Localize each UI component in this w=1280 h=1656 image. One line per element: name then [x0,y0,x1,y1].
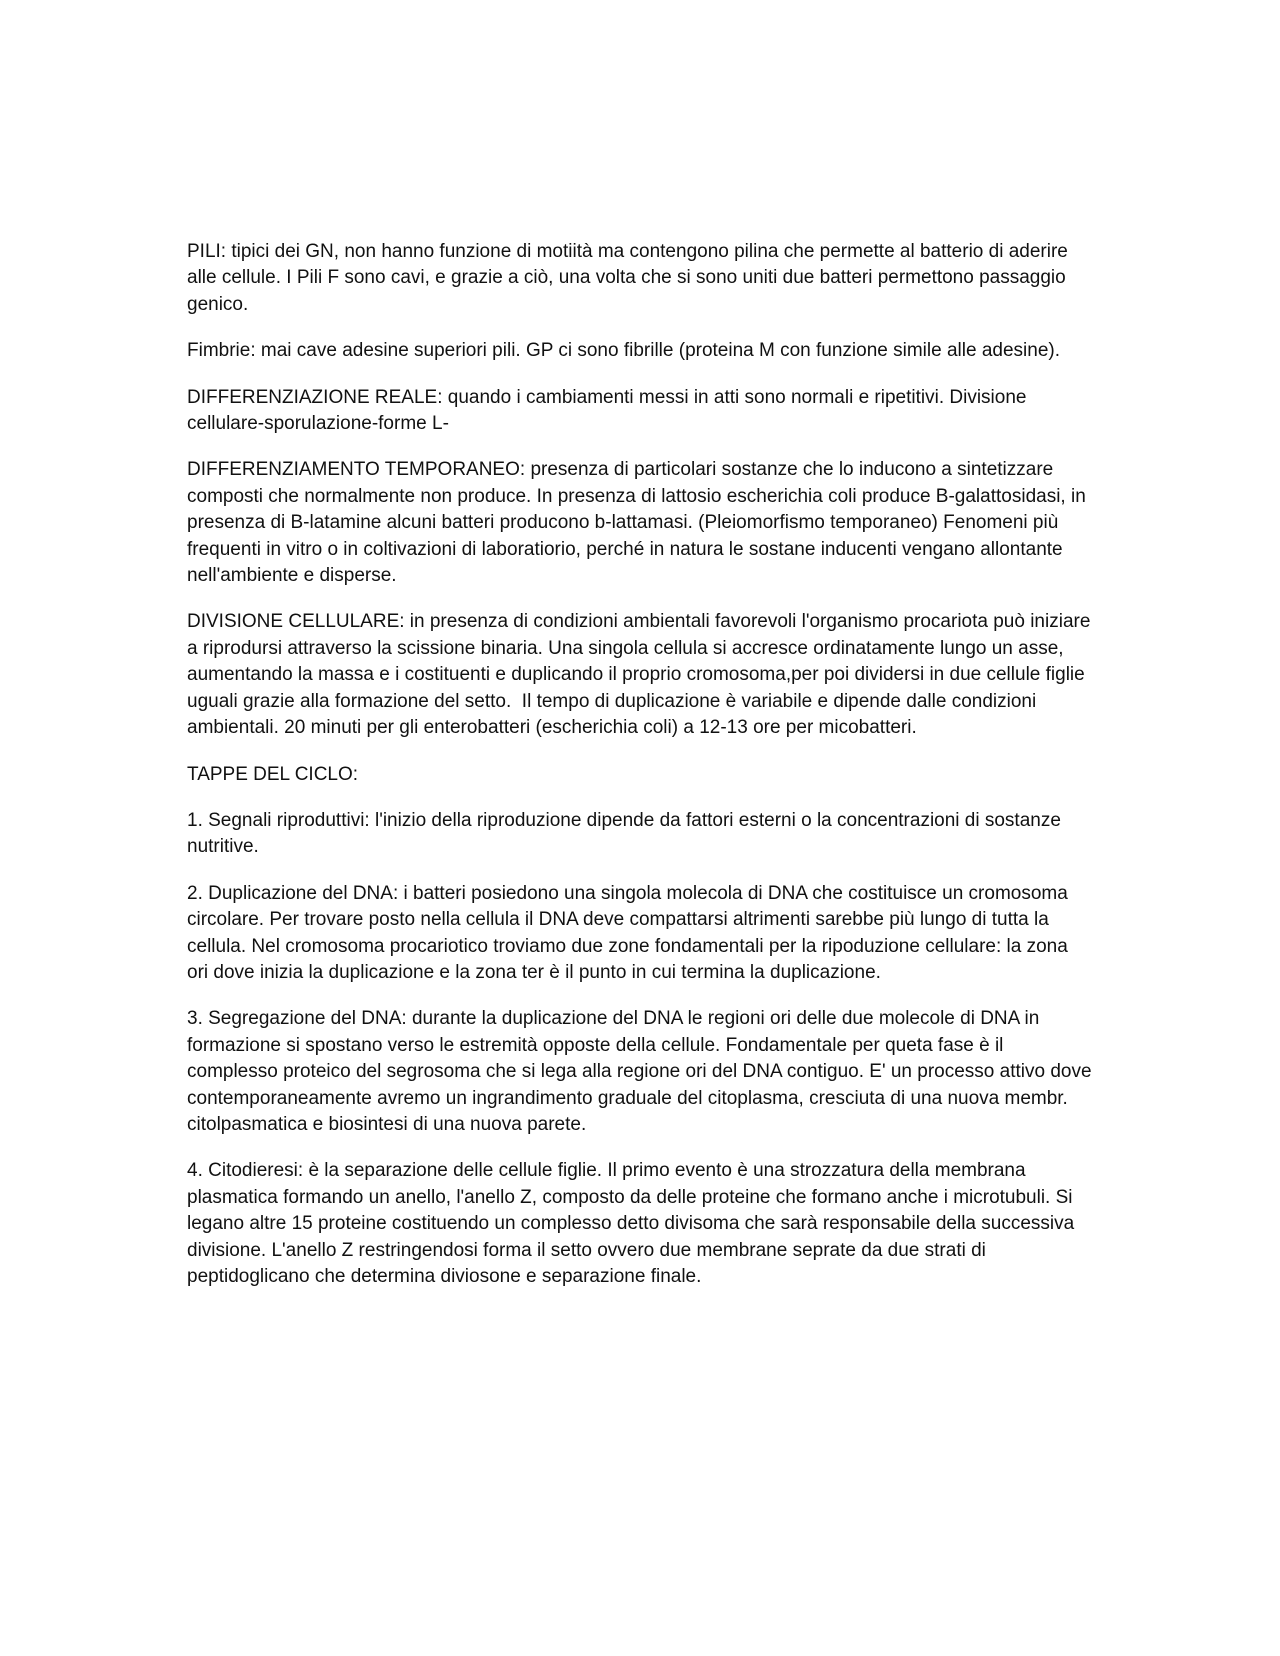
paragraph-divisione-cellulare: DIVISIONE CELLULARE: in presenza di condizioni ambientali favorevoli l'organismo procariota può iniziare a riprodursi attraverso la scissione binaria. Una singola cellula si accresce ordinatamente lungo un asse, aumentando la massa e i costituenti e duplicando il proprio cromosoma,per poi dividersi in due cellule figlie uguali grazie alla formazione del setto. Il tempo di duplicazione è variabile e dipende dalle condizioni ambientali. 20 minuti per gli enterobatteri (escherichia coli) a 12-13 ore per micobatteri. [187,611,1096,739]
paragraph-fimbrie: Fimbrie: mai cave adesine superiori pili. GP ci sono fibrille (proteina M con funzione simile alle adesine). [187,340,1060,362]
paragraph-step-1: 1. Segnali riproduttivi: l'inizio della riproduzione dipende da fattori esterni o la concentrazioni di sostanze nutritive. [187,809,1067,858]
paragraph-step-3: 3. Segregazione del DNA: durante la duplicazione del DNA le regioni ori delle due molecole di DNA in formazione si spostano verso le estremità opposte della cellule. Fondamentale per queta fase è il complesso proteico del segrosoma che si lega alla regione ori del DNA contiguo. E' un processo attivo dove contemporaneamente avremo un ingrandimento graduale del citoplasma, cresciuta di una nuova membr. citolpasmatica e biosintesi di una nuova parete. [187,1008,1097,1135]
paragraph-differenziazione-reale: DIFFERENZIAZIONE REALE: quando i cambiamenti messi in atti sono normali e ripetitivi. Divisione cellulare-sporulazione-forme L- [187,386,1032,435]
paragraph-step-4: 4. Citodieresi: è la separazione delle cellule figlie. Il primo evento è una strozzatura della membrana plasmatica formando un anello, l'anello Z, composto da delle proteine che formano anche i microtubuli. Si legano altre 15 proteine costituendo un complesso detto divisoma che sarà responsabile della successiva divisione. L'anello Z restringendosi forma il setto ovvero due membrane seprate da due strati di peptidoglicano che determina diviosone e separazione finale. [187,1160,1080,1287]
document-body [187,239,1097,1310]
paragraph-tappe-del-ciclo: TAPPE DEL CICLO: [187,763,359,785]
paragraph-differenziamento-temporaneo: DIFFERENZIAMENTO TEMPORANEO: presenza di particolari sostanze che lo inducono a sintetizzare composti che normalmente non produce. In presenza di lattosio escherichia coli produce B-galattosidasi, in presenza di B-latamine alcuni batteri producono b-lattamasi. (Pleiomorfismo temporaneo) Fenomeni più frequenti in vitro o in coltivazioni di laboratiorio, perché in natura le sostane inducenti vengano allontante nell'ambiente e disperse. [187,459,1092,587]
paragraph-step-2: 2. Duplicazione del DNA: i batteri posiedono una singola molecola di DNA che costituisce un cromosoma circolare. Per trovare posto nella cellula il DNA deve compattarsi altrimenti sarebbe più lungo di tutta la cellula. Nel cromosoma procariotico troviamo due zone fondamentali per la ripoduzione cellulare: la zona ori dove inizia la duplicazione e la zona ter è il punto in cui termina la duplicazione. [187,882,1074,983]
paragraph-pili: PILI: tipici dei GN, non hanno funzione di motiità ma contengono pilina che permette al batterio di aderire alle cellule. I Pili F sono cavi, e grazie a ciò, una volta che si sono uniti due batteri permettono passaggio genico. [187,241,1074,315]
